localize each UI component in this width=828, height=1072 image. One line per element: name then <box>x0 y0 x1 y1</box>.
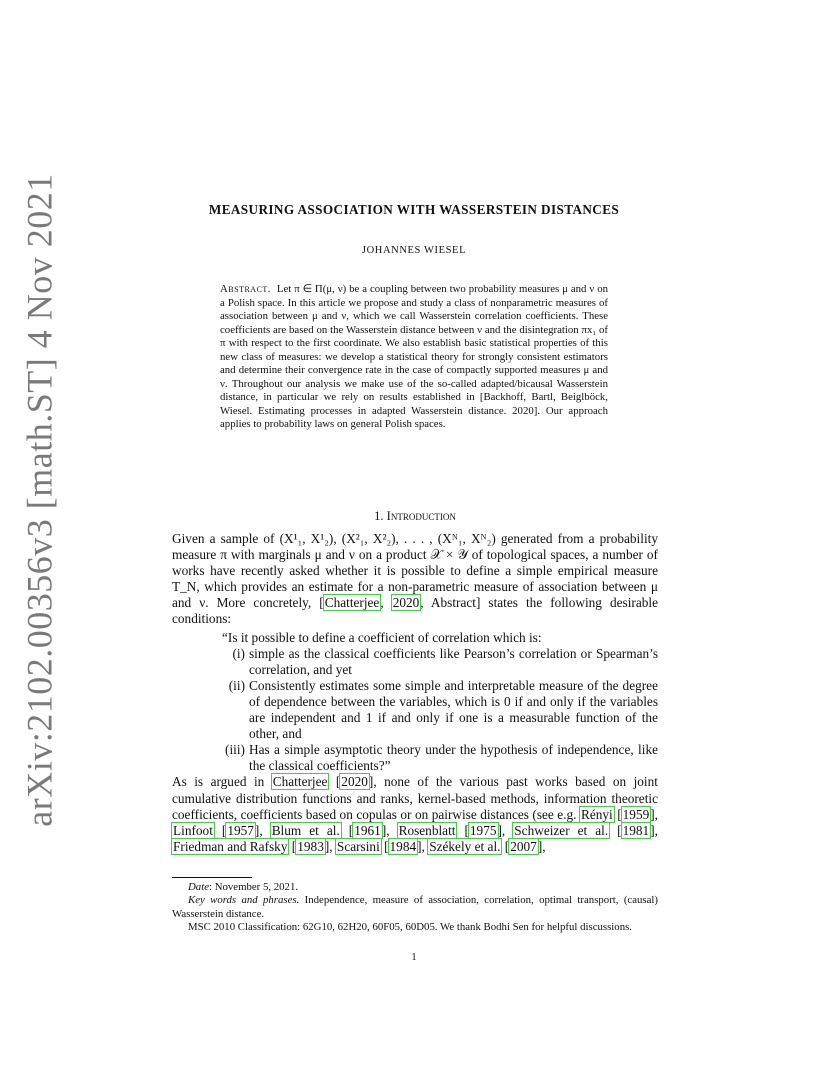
condition-list <box>222 646 658 775</box>
citation-author: Friedman and Rafsky <box>173 838 288 854</box>
citation-link[interactable] <box>172 823 214 838</box>
quote-open: “Is it possible to define a coefficient of correlation which is: <box>222 629 542 645</box>
citation-author: Scarsini <box>336 838 380 854</box>
citation-year: 1981 <box>622 822 650 838</box>
citation-link[interactable] <box>469 823 498 838</box>
footnote-date-value: : November 5, 2021. <box>209 881 299 893</box>
citation-link[interactable] <box>389 839 418 854</box>
page-number: 1 <box>411 952 417 963</box>
citation-link[interactable] <box>272 774 329 789</box>
intro-paragraph-1: Given a sample of (X¹₁, X¹₂), (X²₁, X²₂), . . . , (Xᴺ₁, Xᴺ₂) generated from a probability measure π with marginals μ and ν on a product 𝒳 × 𝒴 of topological spaces, a number of works have recently asked whether it is possible to define a simple empirical measure T_N, which provides an estimate for a non-parametric measure of association between μ and ν. More concretely, [Chatterjee, 2020, Abstract] states the following desirable conditions: <box>172 531 658 627</box>
citation-link[interactable] <box>340 774 369 789</box>
citation-author: Rényi <box>580 806 613 822</box>
list-item-text: Consistently estimates some simple and interpretable measure of the degree of dependence between the variables, which is 0 if and only if the variables are independent and 1 if and only if one is a measurable function of the other, and <box>249 677 658 742</box>
footnotes <box>172 881 658 935</box>
intro-paragraph-2: As is argued in Chatterjee [2020], none of the various past works based on joint cumulative distribution functions and ranks, kernel-based methods, information theoretic coefficients, coefficients based on copulas or on pairwise distances (see e.g. Rényi [1959], Linfoot [1957], Blum et al. [1961], Rosenblatt [1975], Schweizer et al. [1981], Friedman and Rafsky [1983], Scarsini [1984], Székely et al. [2007], <box>172 774 658 854</box>
intro-text: Given a sample of (X¹₁, X¹₂), (X²₁, X²₂), . . . , (Xᴺ₁, Xᴺ₂) generated from a probability measure π with marginals μ and ν on a product 𝒳 × 𝒴 of topological spaces, a number of works have recently asked whether it is possible to define a simple empirical measure T_N, which provides an estimate for a non-parametric measure of association between μ and ν. More concretely, [ <box>172 531 658 611</box>
citation-year: 1983 <box>297 838 324 854</box>
citation-author: Chatterjee <box>272 774 328 790</box>
citation-link[interactable] <box>622 807 651 822</box>
citation-link[interactable] <box>172 839 288 854</box>
body-text <box>172 531 658 855</box>
arxiv-identifier: arXiv:2102.00356v3 [math.ST] 4 Nov 2021 <box>20 173 60 827</box>
footnote-date <box>172 881 658 894</box>
footnote-date-label: Date <box>188 881 209 893</box>
citation-author: Chatterjee <box>324 595 380 611</box>
intro-text: As is argued in <box>172 774 272 790</box>
citation-author: Linfoot <box>173 822 213 838</box>
citation-link[interactable] <box>271 823 341 838</box>
abstract-text: Let π ∈ Π(μ, ν) be a coupling between two probability measures μ and ν on a Polish space. In this article we propose and study a class of nonparametric measures of association between μ and ν, which we call Wasserstein correlation coefficients. These coefficients are based on the Wasserstein distance between ν and the disintegration πx₁ of π with respect to the first coordinate. We also establish basic statistical properties of this new class of measures: we develop a statistical theory for strongly consistent estimators and determine their convergence rate in the case of compactly supported measures μ and ν. Throughout our analysis we make use of the so-called adapted/bicausal Wasserstein distance, in particular we rely on results established in [Backhoff, Bartl, Beiglböck, Wiesel. Estimating processes in adapted Wasserstein distance. 2020]. Our approach applies to probability laws on general Polish spaces. <box>220 283 608 430</box>
citation-link[interactable] <box>226 823 255 838</box>
citation-year: 1961 <box>354 822 381 838</box>
list-item-text: simple as the classical coefficients like Pearson’s correlation or Spearman’s correlation, and yet <box>249 645 658 677</box>
citation-year: 1959 <box>622 806 650 822</box>
list-item <box>222 742 658 774</box>
footnote-keywords <box>172 894 658 921</box>
citation-link[interactable] <box>336 839 381 854</box>
citation-link[interactable] <box>513 823 609 838</box>
citation-author: Blum et al. <box>271 822 340 838</box>
citation-link[interactable] <box>324 595 381 610</box>
footnote-keywords-label: Key words and phrases. <box>188 894 300 907</box>
quoted-conditions <box>222 630 658 775</box>
citation-author: Rosenblatt <box>398 822 456 838</box>
footnote-keywords-value: Independence, measure of association, correlation, optimal transport, (causal) Wasserstein distance. <box>172 894 658 920</box>
section-heading <box>172 509 658 524</box>
abstract-label: Abstract. <box>220 283 272 295</box>
arxiv-side-stamp <box>10 173 70 827</box>
citation-link[interactable] <box>580 807 614 822</box>
paper-author: JOHANNES WIESEL <box>361 245 467 256</box>
section-number: 1. <box>374 509 384 523</box>
list-item-number: (iii) <box>225 742 245 758</box>
citation-year: 1984 <box>389 838 417 854</box>
intro-text: , none of the various past works based on joint cumulative distribution functions and ranks, kernel-based methods, information theoretic coefficients, coefficients based on copulas or on pairwise distances (see e.g. <box>172 774 658 822</box>
citation-author: Schweizer et al. <box>514 822 609 838</box>
section-title: Introduction <box>386 509 456 523</box>
footnote-msc: MSC 2010 Classification: 62G10, 62H20, 60F05, 60D05. We thank Bodhi Sen for helpful discussions. <box>188 921 632 934</box>
citation-year: 2020 <box>341 774 368 790</box>
citation-year: 1975 <box>469 822 497 838</box>
citation-year: 2020 <box>392 595 420 611</box>
list-item-number: (i) <box>232 645 245 661</box>
abstract <box>220 283 608 432</box>
citation-link[interactable] <box>428 839 501 854</box>
paper-title: MEASURING ASSOCIATION WITH WASSERSTEIN DISTANCES <box>208 202 620 217</box>
list-item <box>222 646 658 678</box>
citation-link[interactable] <box>353 823 382 838</box>
list-item-text: Has a simple asymptotic theory under the hypothesis of independence, like the classical coefficients?” <box>249 742 658 774</box>
intro-text: , Abstract] states the following desirable conditions: <box>172 595 658 627</box>
list-item-number: (ii) <box>228 677 245 693</box>
citation-author: Székely et al. <box>429 838 501 854</box>
citation-link[interactable] <box>296 839 325 854</box>
citation-link[interactable] <box>392 595 421 610</box>
citation-link[interactable] <box>398 823 457 838</box>
citation-year: 2007 <box>510 838 537 854</box>
citation-year: 1957 <box>227 822 254 838</box>
citation-link[interactable] <box>509 839 538 854</box>
list-item <box>222 678 658 742</box>
citation-link[interactable] <box>622 823 651 838</box>
footnote-rule <box>172 877 252 878</box>
